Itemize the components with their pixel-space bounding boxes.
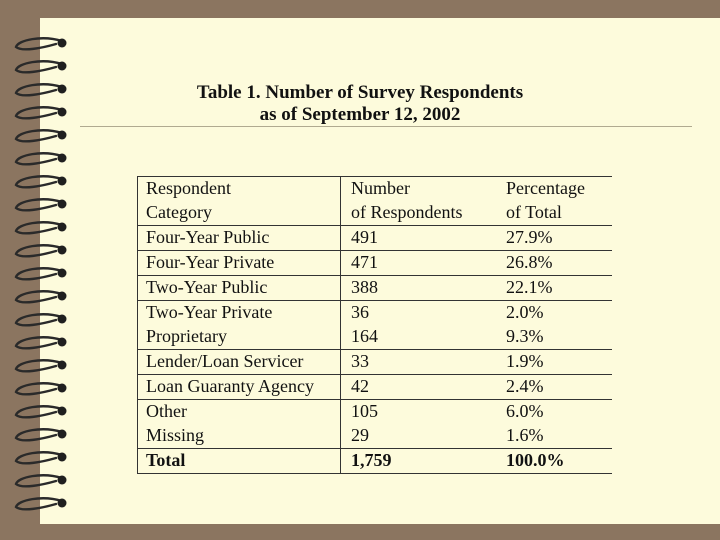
- percent-cell: 9.3%: [506, 326, 544, 346]
- number-cell: 471: [341, 251, 497, 276]
- table-row: [138, 226, 613, 251]
- header-category: Category: [138, 201, 341, 226]
- percent-cell: 27.9%: [496, 226, 612, 251]
- binding-ring: [16, 130, 67, 141]
- table-row: [138, 375, 613, 400]
- binding-ring: [16, 61, 67, 72]
- category-cell: Loan Guaranty Agency: [138, 375, 341, 400]
- table-row: [138, 301, 613, 326]
- title-divider: [80, 126, 692, 127]
- respondents-table: [137, 176, 612, 474]
- percent-cell: 26.8%: [496, 251, 612, 276]
- category-cell: Proprietary: [138, 325, 341, 350]
- category-cell: Two-Year Public: [138, 276, 341, 301]
- binding-ring: [16, 337, 67, 348]
- number-cell: 388: [341, 276, 497, 301]
- binding-ring: [16, 383, 67, 394]
- percent-cell: 2.0%: [496, 301, 612, 326]
- header-row: [138, 177, 613, 202]
- binding-ring: [16, 153, 67, 164]
- category-cell: Lender/Loan Servicer: [138, 350, 341, 375]
- header-percentage: of Total: [506, 202, 562, 222]
- percent-cell: 1.9%: [496, 350, 612, 375]
- table-row: [138, 251, 613, 276]
- binding-ring: [16, 199, 67, 210]
- percent-cell: 1.6%: [506, 425, 544, 445]
- number-cell: 105: [341, 400, 497, 425]
- header-percentage: Percentage: [496, 177, 612, 202]
- percent-cell: 22.1%: [496, 276, 612, 301]
- number-cell: 33: [341, 350, 497, 375]
- binding-ring: [16, 429, 67, 440]
- total-row: [138, 449, 613, 474]
- binding-ring: [16, 406, 67, 417]
- table-title: [0, 82, 720, 126]
- number-cell: 491: [341, 226, 497, 251]
- header-row: [138, 201, 613, 226]
- table-row: [138, 424, 613, 449]
- binding-ring: [16, 475, 67, 486]
- category-cell: Two-Year Private: [138, 301, 341, 326]
- number-cell: 42: [341, 375, 497, 400]
- header-number: of Respondents: [351, 202, 463, 222]
- number-cell: 36: [341, 301, 497, 326]
- table-row: [138, 325, 613, 350]
- table-title-line2: as of September 12, 2002: [259, 104, 461, 125]
- total-number: 1,759: [341, 449, 497, 474]
- table-row: [138, 350, 613, 375]
- table-row: [138, 400, 613, 425]
- category-cell: Other: [138, 400, 341, 425]
- number-cell: 29: [351, 425, 369, 445]
- category-cell: Four-Year Public: [138, 226, 341, 251]
- number-cell: 164: [351, 326, 378, 346]
- binding-ring: [16, 245, 67, 256]
- total-label: Total: [138, 449, 341, 474]
- table-title-line1: Table 1. Number of Survey Respondents: [196, 82, 524, 103]
- percent-cell: 2.4%: [496, 375, 612, 400]
- category-cell: Missing: [138, 424, 341, 449]
- binding-ring: [16, 222, 67, 233]
- category-cell: Four-Year Private: [138, 251, 341, 276]
- binding-ring: [16, 176, 67, 187]
- header-category: Respondent: [138, 177, 341, 202]
- binding-ring: [16, 452, 67, 463]
- binding-ring: [16, 291, 67, 302]
- total-percent: 100.0%: [496, 449, 612, 474]
- percent-cell: 6.0%: [496, 400, 612, 425]
- binding-ring: [16, 268, 67, 279]
- header-number: Number: [341, 177, 497, 202]
- table-row: [138, 276, 613, 301]
- binding-ring: [16, 498, 67, 509]
- binding-ring: [16, 38, 67, 49]
- binding-ring: [16, 314, 67, 325]
- binding-ring: [16, 360, 67, 371]
